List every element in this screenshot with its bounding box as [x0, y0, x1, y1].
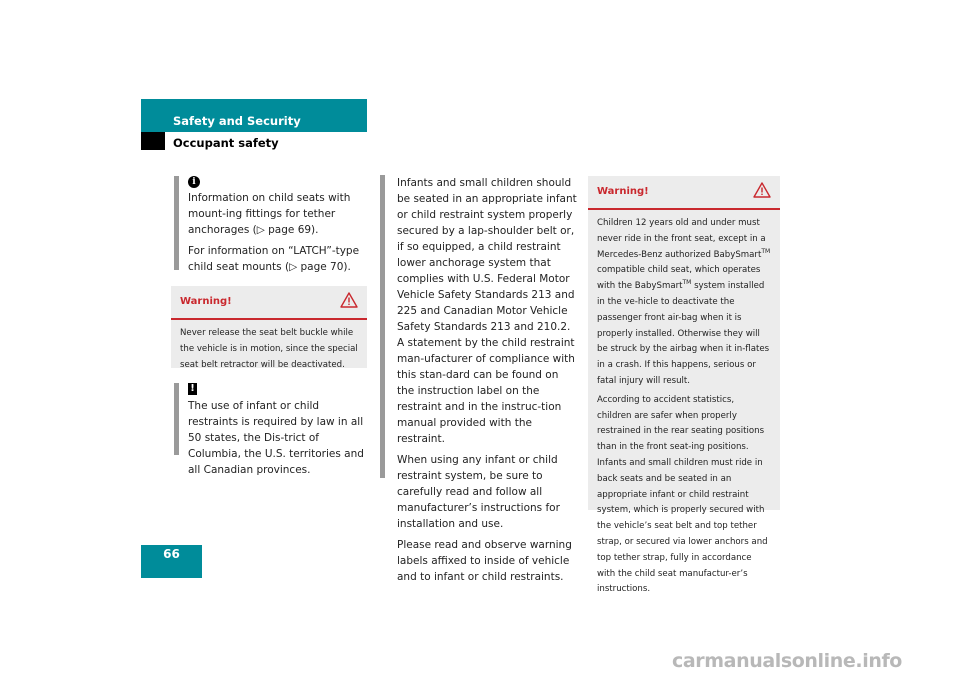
middle-para-1: Infants and small children should be seated in an appropriate infant or child restraint system properly secured by a lap-shoulder belt or, if so equipped, a child restraint lower anchorage system that complies with U.S. Federal Motor Vehicle Safety Standards 213 and 225 and Canadian Motor Vehicle Safety Standards 213 and 210.2. [397, 177, 577, 333]
middle-para-4: Please read and observe warning labels affixed to inside of vehicle and to infant or child restraints. [397, 539, 572, 583]
caution-note-text: The use of infant or child restraints is required by law in all 50 states, the Dis-trict of Columbia, the U.S. territories and all Canadian provinces. [188, 400, 364, 476]
warning-body [588, 210, 780, 609]
middle-column-bar [380, 175, 385, 478]
section-title: Safety and Security [173, 114, 301, 128]
subsection-title: Occupant safety [173, 136, 279, 150]
warning-para-1-a: Children 12 years old and under must never ride in the front seat, except in a Mercedes-Benz authorized BabySmart [597, 218, 766, 260]
info-note-bar [174, 176, 179, 270]
middle-para-2: A statement by the child restraint man-ufacturer of compliance with this stan-dard can be found on the instruction label on the restraint and in the instruc-tion manual provided with the restraint. [397, 337, 575, 445]
warning-title: Warning! [597, 186, 649, 197]
middle-para-3: When using any infant or child restraint system, be sure to carefully read and follow all manufacturer’s instructions for installation and use. [397, 454, 560, 530]
exclamation-icon: ! [188, 383, 197, 395]
warning-header [171, 286, 367, 320]
warning-body [171, 320, 367, 384]
info-note [188, 176, 368, 280]
warning-triangle-icon [340, 292, 358, 308]
middle-column-text [397, 175, 577, 590]
warning-text: Never release the seat belt buckle while the vehicle is in motion, since the special seat belt retractor will be deactivated. [180, 328, 358, 370]
caution-note [188, 383, 368, 483]
warning-header [588, 176, 780, 210]
warning-box-seatbelt [171, 286, 367, 368]
info-note-para-2: For information on “LATCH”-type child seat mounts (▷ page 70). [188, 245, 360, 273]
warning-para-1-b: compatible child seat, which operates with the BabySmart [597, 265, 761, 292]
warning-para-1-c: system installed in the ve-hicle to deactivate the passenger front air-bag when it is properly installed. Otherwise they will be struck by the airbag when it in-flates in a crash. If this happens, serious or fatal injury will result. [597, 281, 770, 386]
warning-box-children [588, 176, 780, 595]
info-icon: i [188, 176, 200, 188]
warning-triangle-icon [753, 182, 771, 198]
warning-para-2: According to accident statistics, children are safer when properly restrained in the rear seating positions than in the front seat-ing positions. Infants and small children must ride in back seats and be seated in an appropriate infant or child restraint system, which is properly secured with the vehicle’s seat belt and top tether strap, or secured via lower anchors and top tether strap, fully in accordance with the child seat manufactur-er’s instructions. [597, 394, 768, 595]
subsection-marker [141, 132, 165, 150]
page-number: 66 [163, 547, 180, 561]
trademark-mark: TM [682, 279, 692, 287]
info-note-para-1: Information on child seats with mount-ing fittings for tether anchorages (▷ page 69). [188, 192, 351, 236]
watermark: carmanualsonline.info [672, 650, 902, 672]
warning-para-1 [597, 216, 771, 390]
trademark-mark: TM [761, 247, 771, 255]
caution-note-bar [174, 383, 179, 455]
warning-title: Warning! [180, 296, 232, 307]
